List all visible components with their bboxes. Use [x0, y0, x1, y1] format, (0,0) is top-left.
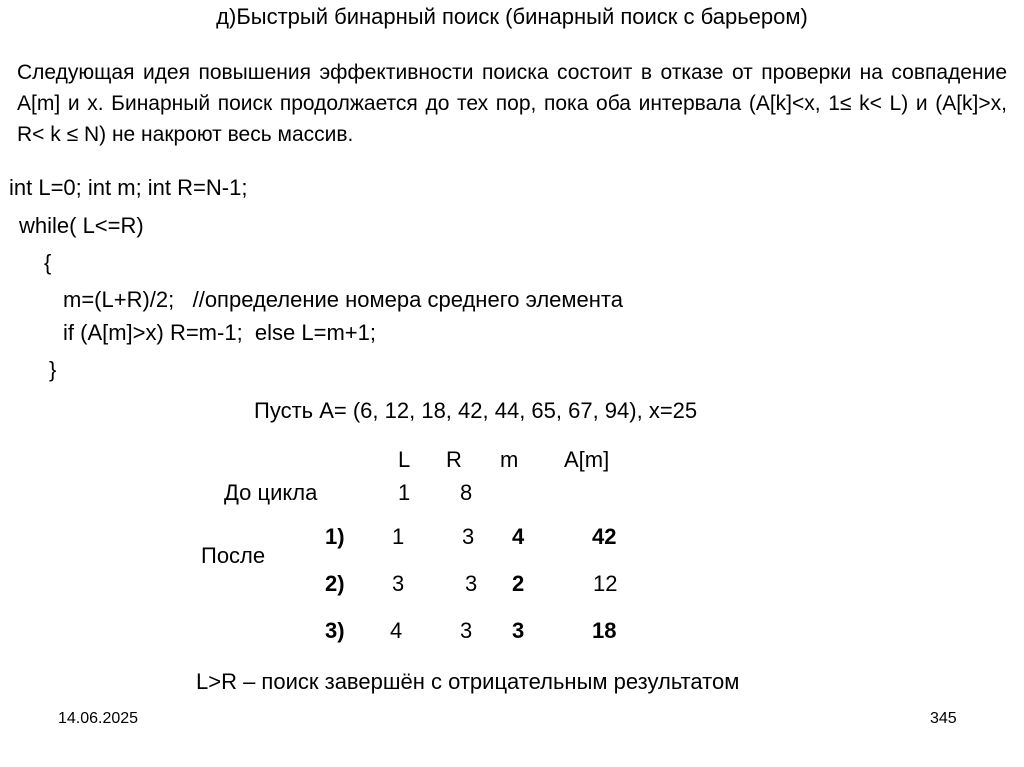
header-Am: A[m]: [564, 447, 610, 472]
slide-title: д)Быстрый бинарный поиск (бинарный поиск с барьером): [216, 4, 808, 29]
table-cell-m: 2: [512, 571, 525, 596]
table-cell-L: 3: [392, 571, 405, 596]
before-L: 1: [398, 480, 411, 505]
table-cell-R: 3: [462, 524, 475, 549]
page-number: 345: [930, 710, 957, 727]
table-cell-m: 3: [512, 618, 525, 643]
table-cell-L: 1: [392, 524, 405, 549]
footer-date: 14.06.2025: [58, 710, 139, 727]
before-loop-label: До цикла: [224, 480, 318, 505]
code-line-6: }: [49, 357, 57, 382]
code-line-5: if (A[m]>x) R=m-1; else L=m+1;: [63, 320, 376, 345]
after-label: После: [201, 543, 266, 568]
table-cell-Am: 42: [592, 524, 617, 549]
example-array: Пусть A= (6, 12, 18, 42, 44, 65, 67, 94), x=25: [254, 398, 698, 423]
table-cell-R: 3: [460, 618, 473, 643]
table-cell-Am: 18: [592, 618, 617, 643]
code-line-2: while( L<=R): [19, 213, 144, 238]
table-cell-R: 3: [465, 571, 478, 596]
code-line-4: m=(L+R)/2; //определение номера среднего элемента: [63, 287, 623, 312]
code-line-3: {: [44, 250, 52, 275]
table-row-step: 2): [325, 571, 345, 596]
header-R: R: [446, 447, 462, 472]
header-L: L: [398, 447, 411, 472]
conclusion-text: L>R – поиск завершён с отрицательным результатом: [196, 669, 740, 694]
code-line-1: int L=0; int m; int R=N-1;: [9, 175, 248, 200]
intro-paragraph: Следующая идея повышения эффективности поиска состоит в отказе от проверки на совпадение A[m] и x. Бинарный поиск продолжается до тех пор, пока оба интервала (A[k]<x, 1≤ k< L) и (A[k]>x, R< k ≤ N) не накроют весь массив.: [17, 61, 1007, 146]
before-R: 8: [460, 480, 473, 505]
table-cell-m: 4: [512, 524, 525, 549]
table-cell-L: 4: [390, 618, 403, 643]
header-m: m: [500, 447, 519, 472]
table-row-step: 3): [325, 618, 345, 643]
table-row-step: 1): [325, 524, 345, 549]
table-cell-Am: 12: [593, 571, 618, 596]
